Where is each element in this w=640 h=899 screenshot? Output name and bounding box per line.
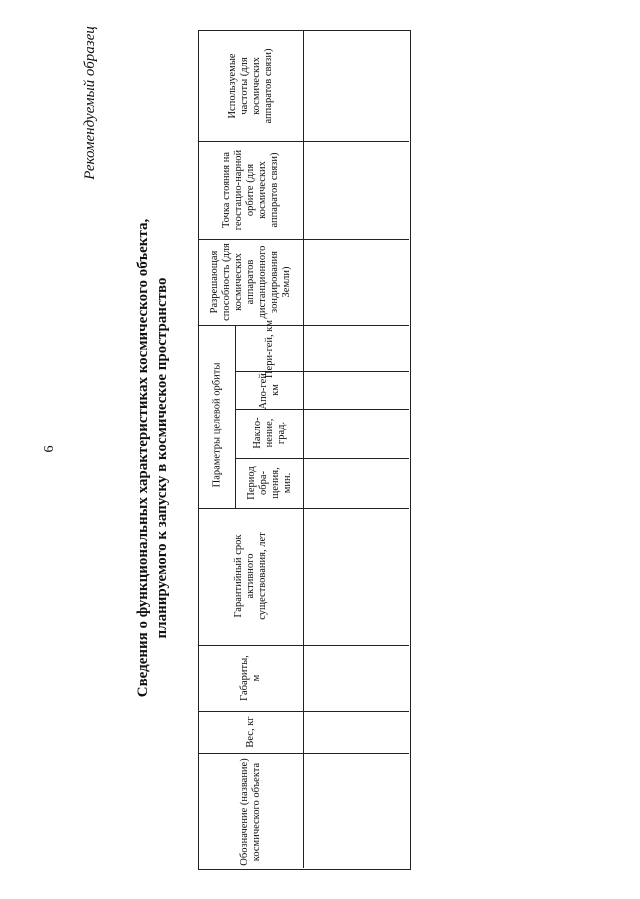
- recommended-sample-label: Рекомендуемый образец: [82, 26, 98, 180]
- title-line-1: Сведения о функциональных характеристиках космического объекта,: [135, 218, 151, 698]
- header-period: Период обра-щения, мин.: [246, 466, 293, 500]
- characteristics-table: [198, 30, 411, 870]
- document-title: [134, 133, 172, 783]
- header-designation: Обозначение (название) космического объекта: [239, 758, 262, 866]
- divider-warranty: [199, 645, 409, 646]
- divider-dimensions: [199, 711, 409, 712]
- header-resolution: Разрешающая способность (для космических аппаратов дистанционного зондирования Земли): [209, 243, 292, 321]
- divider-header-body: [303, 31, 304, 868]
- header-orbit-group: Параметры целевой орбиты: [211, 362, 223, 488]
- header-apogee: Апо-гей, км: [258, 370, 281, 410]
- header-inclination: Накло-нение, град.: [252, 417, 287, 449]
- header-perigee: Пери-гей, км: [264, 319, 275, 379]
- header-geo-point: Точка стояния на геостацио-нарной орбите (для космических аппаратов связи): [221, 149, 280, 231]
- page-number: 6: [42, 445, 57, 453]
- divider-resolution: [199, 325, 409, 326]
- header-frequencies: Используемые частоты (для космических аппаратов связи): [227, 48, 274, 124]
- title-line-2: планируемого к запуску в космическое пространство: [154, 277, 170, 639]
- header-warranty: Гарантийный срок активного существования, лет: [233, 532, 268, 620]
- header-weight: Вес, кг: [245, 716, 256, 748]
- header-dimensions-text: Габариты, м: [239, 655, 262, 701]
